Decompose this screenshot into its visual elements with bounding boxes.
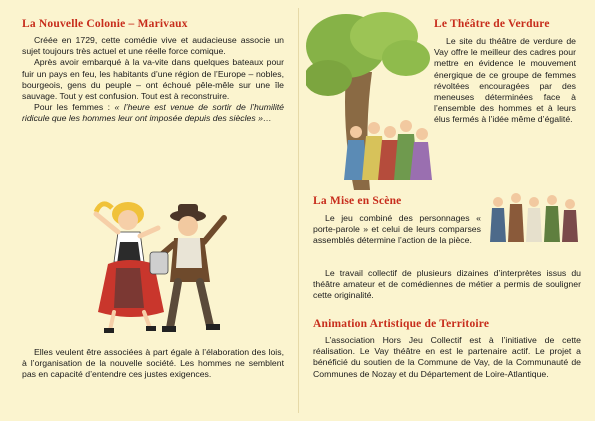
heading-mise-en-scene: La Mise en Scène	[313, 195, 402, 207]
mise-text-bottom	[313, 268, 581, 302]
column-divider	[298, 8, 299, 413]
heading-theatre-verdure: Le Théâtre de Verdure	[434, 18, 550, 30]
heading-nouvelle-colonie: La Nouvelle Colonie – Marivaux	[22, 18, 188, 30]
heading-animation-territoire: Animation Artistique de Territoire	[313, 318, 490, 330]
intro-text	[22, 35, 284, 125]
women-intro: Pour les femmes :	[34, 102, 115, 113]
paragraph-theatre: Le site du théâtre de verdure de Vay offre le meilleur des cadres pour mettre en évidence le mouvement énergique de ce groupe de femmes révoltées encouragées par des meneuses déterminées face à l’ensemble des hommes et à leurs élus fermés à l’idée même d’égalité.	[434, 36, 576, 125]
women-quote: « l’heure est venue de sortir de l’humilité ridicule que les hommes leur ont imposée depuis des siècles »…	[22, 102, 284, 124]
dancing-couple-illustration	[70, 186, 240, 342]
paragraph-story: Après avoir embarqué à la va-vite dans quelques bateaux pour fuir un pays en feu, les habitants d’une région de l’Europe – nobles, bourgeois, gens du peuple – ont échoué pêle-mêle sur une île sauvage. Tout y est confusion. Tout est à reconstruire.	[22, 57, 284, 102]
actors-group-illustration	[484, 190, 584, 250]
mise-text-top	[313, 213, 481, 247]
theatre-text	[434, 36, 576, 126]
paragraph-jeu: Le jeu combiné des personnages « porte-parole » et celui de leurs comparses assemblés détermine l’action de la pièce.	[313, 213, 481, 246]
paragraph-creation: Créée en 1729, cette comédie vive et audacieuse associe un sujet toujours très actuel et une réelle force comique.	[22, 35, 284, 57]
actors	[490, 193, 578, 242]
paragraph-women	[22, 102, 284, 124]
paragraph-travail: Le travail collectif de plusieurs dizaines d’interprètes issus du théâtre amateur et de comédiennes de métier a permis de souligner cette originalité.	[313, 268, 581, 301]
paragraph-demands: Elles veulent être associées à part égale à l’élaboration des lois, à l’organisation de la nouvelle société. Les hommes ne semblent pas en capacité d’entendre ces justes exigences.	[22, 347, 284, 380]
theatre-verdure-illustration	[306, 12, 436, 190]
paragraph-association: L’association Hors Jeu Collectif est à l’initiative de cette réalisation. Le Vay théâtre en est le partenaire actif. Le projet a bénéficié du soutien de la Commune de Vay, de la Communauté de Communes de Nozay et du Département de Loire-Atlantique.	[313, 335, 581, 379]
closing-text	[22, 347, 284, 381]
crowd-of-women	[344, 120, 432, 180]
animation-text	[313, 335, 581, 380]
